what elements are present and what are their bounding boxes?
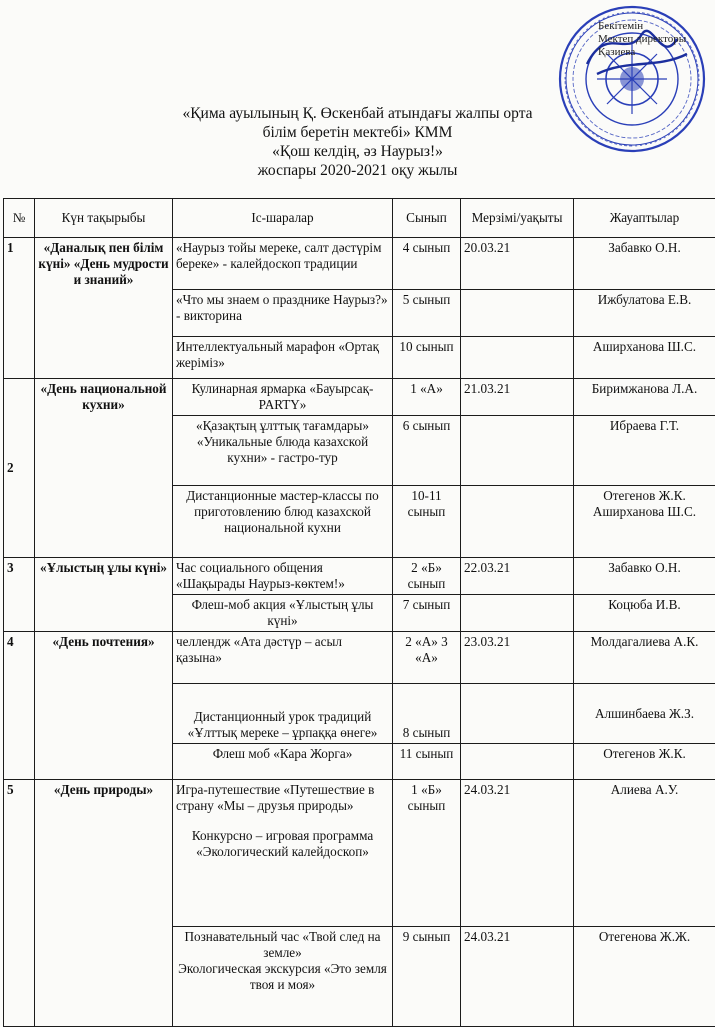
responsible-cell: Ижбулатова Е.В.	[574, 290, 715, 337]
class-cell: 6 сынып	[393, 416, 461, 486]
class-cell: 1 «Б» сынып	[393, 780, 461, 927]
date-cell: 22.03.21	[461, 558, 574, 595]
responsible-cell: Аширханова Ш.С.	[574, 337, 715, 379]
date-cell	[461, 595, 574, 632]
approval-block	[598, 20, 710, 59]
responsible-cell: Забавко О.Н.	[574, 558, 715, 595]
event-cell: Флеш-моб акция «Ұлыстың ұлы күні»	[173, 595, 393, 632]
class-cell: 9 сынып	[393, 927, 461, 1027]
day-number: 1	[4, 238, 35, 379]
class-cell: 1 «А»	[393, 379, 461, 416]
approval-line: Қазиева	[598, 46, 710, 59]
event-text: Познавательный час «Твой след на земле»	[176, 929, 389, 961]
date-cell	[461, 290, 574, 337]
class-cell: 4 сынып	[393, 238, 461, 290]
event-text: Экологическая экскурсия «Это земля твоя и моя»	[176, 961, 389, 993]
responsible-cell: Коцюба И.В.	[574, 595, 715, 632]
class-cell: 2 «А» 3 «А»	[393, 632, 461, 684]
class-cell: 7 сынып	[393, 595, 461, 632]
responsible-cell: Отегенова Ж.Ж.	[574, 927, 715, 1027]
document-title	[0, 104, 715, 180]
event-cell: Час социального общения «Шақырады Наурыз-көктем!»	[173, 558, 393, 595]
event-plan-table	[3, 198, 715, 1027]
responsible-cell: Алиева А.У.	[574, 780, 715, 927]
event-cell: Кулинарная ярмарка «Бауырсақ-PARTY»	[173, 379, 393, 416]
title-line: жоспары 2020-2021 оқу жылы	[0, 161, 715, 180]
responsible-cell: Отегенов Ж.К.	[574, 744, 715, 780]
responsible-cell: Молдагалиева А.К.	[574, 632, 715, 684]
class-cell: 10 сынып	[393, 337, 461, 379]
day-number: 2	[4, 379, 35, 558]
class-cell: 10-11 сынып	[393, 486, 461, 558]
header-class: Сынып	[393, 199, 461, 238]
title-line: «Қима ауылының Қ. Өскенбай атындағы жалпы орта	[0, 104, 715, 123]
responsible-cell: Забавко О.Н.	[574, 238, 715, 290]
class-cell: 8 сынып	[393, 684, 461, 744]
day-theme: «День природы»	[35, 780, 173, 1027]
header-day-theme: Күн тақырыбы	[35, 199, 173, 238]
header-responsible: Жауаптылар	[574, 199, 715, 238]
date-cell	[461, 684, 574, 744]
event-cell: Флеш моб «Кара Жорга»	[173, 744, 393, 780]
day-theme: «Ұлыстың ұлы күні»	[35, 558, 173, 632]
event-cell: «Что мы знаем о празднике Наурыз?» - викторина	[173, 290, 393, 337]
event-cell: «Қазақтың ұлттық тағамдары» «Уникальные блюда казахской кухни» - гастро-тур	[173, 416, 393, 486]
event-cell	[173, 927, 393, 1027]
day-number: 4	[4, 632, 35, 780]
date-cell: 21.03.21	[461, 379, 574, 416]
event-cell: Интеллектуальный марафон «Ортақ жеріміз»	[173, 337, 393, 379]
date-cell: 24.03.21	[461, 927, 574, 1027]
event-cell: «Наурыз тойы мереке, салт дәстүрім береке» - калейдоскоп традиции	[173, 238, 393, 290]
table-row	[4, 379, 715, 416]
day-theme: «День национальной кухни»	[35, 379, 173, 558]
table-row	[4, 632, 715, 684]
date-cell	[461, 486, 574, 558]
approval-line: Мектеп директоры	[598, 33, 710, 46]
event-text: Игра-путешествие «Путешествие в страну «Мы – друзья природы»	[176, 782, 389, 814]
date-cell	[461, 337, 574, 379]
class-cell: 2 «Б» сынып	[393, 558, 461, 595]
day-number: 5	[4, 780, 35, 1027]
event-cell	[173, 780, 393, 927]
responsible-cell: Биримжанова Л.А.	[574, 379, 715, 416]
date-cell: 20.03.21	[461, 238, 574, 290]
date-cell	[461, 416, 574, 486]
date-cell: 24.03.21	[461, 780, 574, 927]
table-row	[4, 780, 715, 927]
event-cell: челлендж «Ата дәстүр – асыл қазына»	[173, 632, 393, 684]
event-cell: Дистанционный урок традиций «Ұлттық мереке – ұрпаққа өнеге»	[173, 684, 393, 744]
responsible-cell: Ибраева Г.Т.	[574, 416, 715, 486]
title-line: білім беретін мектебі» КММ	[0, 123, 715, 142]
class-cell: 11 сынып	[393, 744, 461, 780]
day-theme: «День почтения»	[35, 632, 173, 780]
date-cell: 23.03.21	[461, 632, 574, 684]
class-cell: 5 сынып	[393, 290, 461, 337]
responsible-cell: Отегенов Ж.К. Аширханова Ш.С.	[574, 486, 715, 558]
title-line: «Қош келдің, әз Наурыз!»	[0, 142, 715, 161]
table-row	[4, 238, 715, 290]
event-cell: Дистанционные мастер-классы по приготовлению блюд казахской национальной кухни	[173, 486, 393, 558]
day-number: 3	[4, 558, 35, 632]
header-number: №	[4, 199, 35, 238]
table-header-row	[4, 199, 715, 238]
event-text: Конкурсно – игровая программа «Экологический калейдоскоп»	[176, 828, 389, 860]
header-events: Іс-шаралар	[173, 199, 393, 238]
date-cell	[461, 744, 574, 780]
responsible-cell: Алшинбаева Ж.З.	[574, 684, 715, 744]
header-date-time: Мерзімі/уақыты	[461, 199, 574, 238]
approval-line: Бекітемін	[598, 20, 710, 33]
table-row	[4, 558, 715, 595]
day-theme: «Даналық пен білім күні» «День мудрости и знаний»	[35, 238, 173, 379]
